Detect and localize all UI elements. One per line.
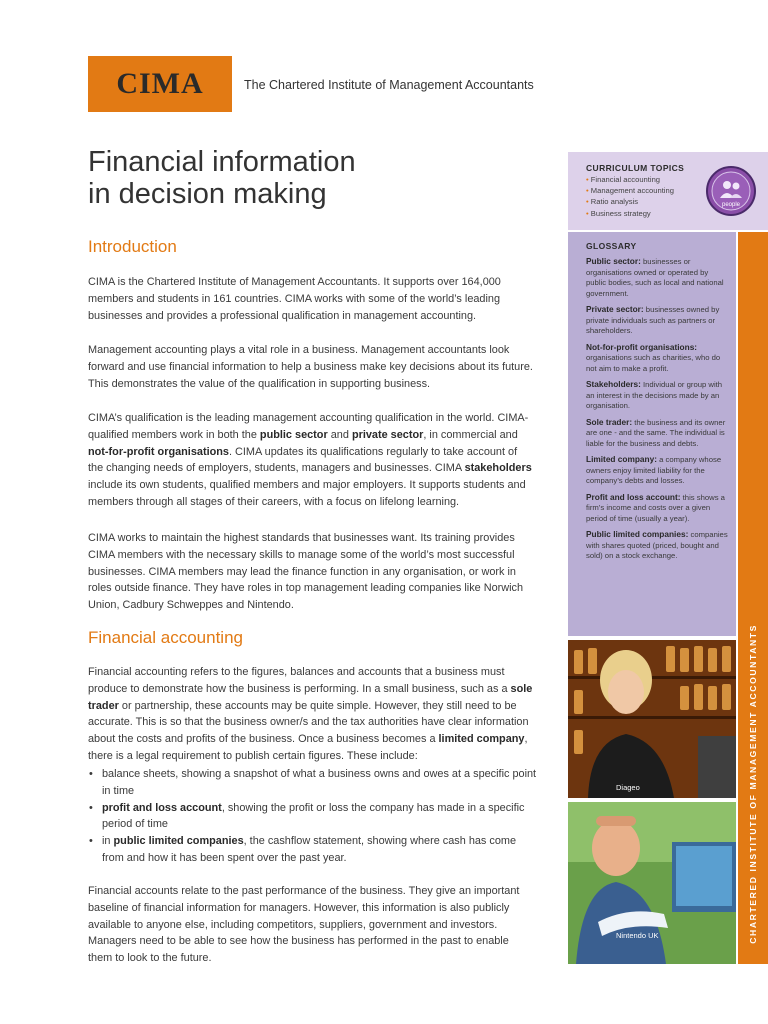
term-private-sector: private sector <box>351 428 424 441</box>
people-icon-label: people <box>721 202 741 208</box>
fa-paragraph-2: Financial accounts relate to the past performance of the business. They give an important baseline of financial information for managers. However, this information is also publicly available to anyone else, including competitors, suppliers, government and investors. Managers need to be able to see how the business has performed in the past to enable them to look to the future. <box>88 885 520 965</box>
term-public-sector: public sector <box>259 428 328 441</box>
glossary-item: Public sector: businesses or organisations owned or operated by public bodies, such as local and national government. <box>586 256 724 298</box>
photo-nintendo <box>568 802 736 964</box>
curriculum-topics-box <box>568 152 768 230</box>
list-item: • Ratio analysis <box>586 196 674 207</box>
intro-paragraph-4: CIMA works to maintain the highest standards that businesses want. Its training provides CIMA members with the necessary skills to manage some of the world’s most successful businesses. CIMA members may lead the finance function in any organisation, or work in roles outside finance. They have roles in top management leading companies like Norwich Union, Cadbury Schweppes and Nintendo. <box>88 532 524 612</box>
financial-accounting-heading: Financial accounting <box>88 628 243 647</box>
side-banner <box>738 232 768 964</box>
photo-caption-nintendo: Nintendo UK <box>616 931 659 940</box>
title-line-2: in decision making <box>88 178 327 210</box>
curriculum-list <box>586 174 674 219</box>
fa-bullet-list <box>88 766 538 867</box>
photo-caption-diageo: Diageo <box>616 783 640 792</box>
page-title <box>88 146 528 210</box>
glossary-box <box>568 232 736 636</box>
glossary-item: Stakeholders: Individual or group with an interest in the decisions made by an organisation. <box>586 379 723 410</box>
introduction-heading: Introduction <box>88 237 177 256</box>
glossary-list <box>586 256 728 567</box>
people-icon <box>706 166 756 216</box>
term-stakeholders: stakeholders <box>464 462 532 475</box>
intro-paragraph-1: CIMA is the Chartered Institute of Management Accountants. It supports over 164,000 members and students in 161 countries. CIMA works with some of the world’s leading businesses and provides a professional qualification in management accounting. <box>88 276 501 322</box>
list-item: • Financial accounting <box>586 174 674 185</box>
intro-paragraph-2: Management accounting plays a vital role in a business. Management accountants look forward and use financial information to help a business make key decisions about its future. This demonstrates the value of the qualification in supporting business. <box>88 344 533 390</box>
list-item: • Management accounting <box>586 185 674 196</box>
fa-paragraph-1: Financial accounting refers to the figures, balances and accounts that a business must produce to demonstrate how the business is performing. In a small business, such as a sole trader or partnership, these accounts may be quite simple. However, they still need to be accurate. This is so that the business owner/s and the tax authorities have clear information about the costs and profits of the business. Once a business becomes a limited company, there is a legal requirement to publish certain figures. These include: <box>88 666 533 762</box>
institute-name: The Chartered Institute of Management Accountants <box>244 78 534 92</box>
cima-logo <box>88 56 232 112</box>
glossary-heading: GLOSSARY <box>586 241 637 251</box>
term-limited-company: limited company <box>438 733 525 746</box>
intro-paragraph-3: CIMA’s qualification is the leading management accounting qualification in the world. CIMA-qualified members work in both the public sector and private sector, in commercial and not-for-profit organisations. CIMA updates its qualifications regularly to take account of the changing needs of employers, students, managers and businesses. CIMA stakeholders include its own students, qualified members and major employers. It supports students and members through all stages of their careers, with a focus on lifelong learning. <box>88 412 532 508</box>
glossary-item: Limited company: a company whose owners enjoy limited liability for the company’s debts and losses. <box>586 454 722 485</box>
glossary-item: Private sector: businesses owned by private individuals such as partners or shareholders. <box>586 304 720 335</box>
term-not-for-profit: not-for-profit organisations <box>88 445 229 458</box>
glossary-item: Profit and loss account: this shows a firm’s income and costs over a given period of time (usually a year). <box>586 491 725 523</box>
list-item: • balance sheets, showing a snapshot of what a business owns and owes at a specific point in time <box>88 766 538 800</box>
photo-diageo <box>568 640 736 798</box>
glossary-item: Public limited companies: companies with shares quoted (priced, bought and sold) on a stock exchange. <box>586 529 728 560</box>
list-item: • profit and loss account, showing the profit or loss the company has made in a specific period of time <box>88 800 538 834</box>
logo-text: CIMA <box>116 67 204 100</box>
side-banner-text: CHARTERED INSTITUTE OF MANAGEMENT ACCOUNTANTS <box>748 624 758 944</box>
list-item: • Business strategy <box>586 208 674 219</box>
list-item: • in public limited companies, the cashflow statement, showing where cash has come from and how it has been spent over the past year. <box>88 833 538 867</box>
glossary-item: Not-for-profit organisations: organisations such as charities, who do not aim to make a profit. <box>586 341 721 373</box>
term-sole-trader: sole trader <box>88 682 533 712</box>
glossary-item: Sole trader: the business and its owner are one - and the same. The individual is liable for the business and debts. <box>586 416 726 448</box>
curriculum-heading: CURRICULUM TOPICS <box>586 163 685 173</box>
title-line-1: Financial information <box>88 146 356 178</box>
